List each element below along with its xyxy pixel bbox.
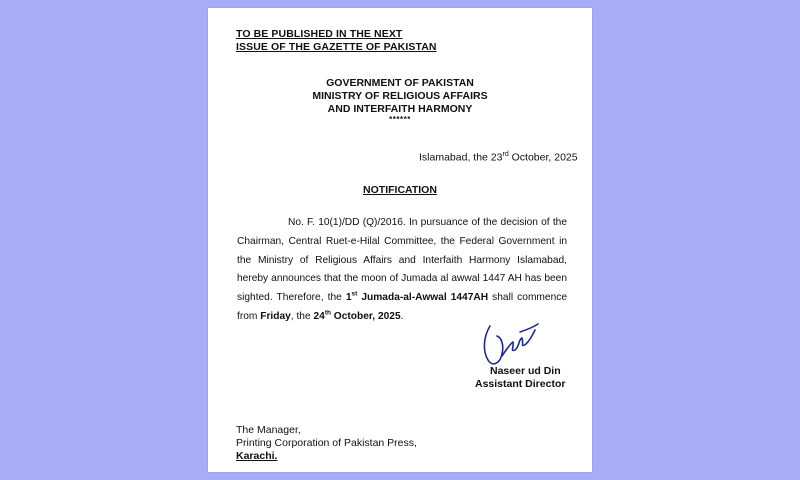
- date-rest: October, 2025: [508, 151, 578, 164]
- date-prefix: Islamabad, the 23: [419, 151, 503, 164]
- notification-body: No. F. 10(1)/DD (Q)/2016. In pursuance of the decision of the Chairman, Central Ruet-e-Hilal Committee, the Federal Government in the Ministry of Religious Affairs and Interfaith Harmony Islamabad, hereby announces that the moon of Jumada al awwal 1447 AH has been sighted. Therefore, the 1st Jumada-al-Awwal 1447AH shall commence from Friday, the 24th October, 2025.: [237, 217, 568, 322]
- body-text-mid: shall commence from: [237, 292, 568, 322]
- body-bold-event: 1st Jumada-al-Awwal 1447AH: [345, 290, 489, 304]
- address-line3: Karachi.: [236, 450, 278, 462]
- signatory-name: Naseer ud Din: [490, 365, 561, 377]
- notification-title: NOTIFICATION: [363, 184, 437, 196]
- body-text-main: No. F. 10(1)/DD (Q)/2016. In pursuance of the decision of the Chairman, Central Ruet-e-Hilal Committee, the Federal Government in the Ministry of Religious Affairs and Interfaith Harmony Islamabad, hereby announces that the moon of Jumada al awwal 1447 AH has been sighted. Therefore, the: [237, 217, 567, 304]
- body-bold-day: Friday: [260, 310, 291, 322]
- address-line1: The Manager,: [236, 424, 301, 436]
- date-suffix: rd: [502, 151, 509, 158]
- address-line2: Printing Corporation of Pakistan Press,: [236, 437, 417, 449]
- separator-stars: ******: [389, 115, 411, 124]
- gazette-header-line2: ISSUE OF THE GAZETTE OF PAKISTAN: [236, 41, 437, 53]
- gazette-header-line1: TO BE PUBLISHED IN THE NEXT: [236, 28, 403, 40]
- ministry-title-line2: AND INTERFAITH HARMONY: [327, 103, 473, 115]
- body-bold-date: 24th October, 2025: [313, 309, 401, 322]
- ministry-title-line1: MINISTRY OF RELIGIOUS AFFAIRS: [312, 90, 488, 102]
- gazette-notification-page: [208, 8, 592, 472]
- issue-date: [419, 151, 578, 164]
- signatory-designation: Assistant Director: [475, 378, 566, 390]
- government-title: GOVERNMENT OF PAKISTAN: [326, 77, 474, 89]
